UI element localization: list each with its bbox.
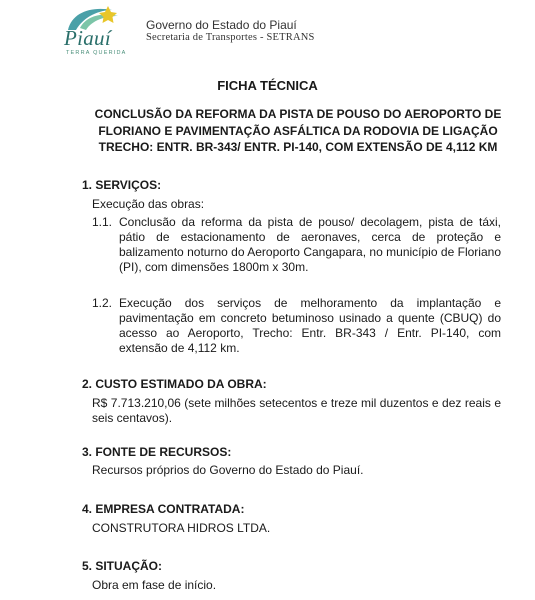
government-name: Governo do Estado do Piauí bbox=[146, 18, 297, 32]
item-number-1-1: 1.1. bbox=[92, 215, 113, 229]
situacao-text: Obra em fase de início. bbox=[92, 578, 217, 592]
subject-line-1: CONCLUSÃO DA REFORMA DA PISTA DE POUSO DO AEROPORTO DE bbox=[94, 107, 502, 121]
empresa-text: CONSTRUTORA HIDROS LTDA. bbox=[92, 521, 271, 535]
section-heading-fonte: 3. FONTE DE RECURSOS: bbox=[82, 445, 232, 459]
section-heading-situacao: 5. SITUAÇÃO: bbox=[82, 559, 163, 573]
logo-tagline: TERRA QUERIDA bbox=[66, 50, 127, 56]
subject-line-3: TRECHO: ENTR. BR-343/ ENTR. PI-140, COM EXTENSÃO DE 4,112 KM bbox=[98, 140, 498, 154]
fonte-text: Recursos próprios do Governo do Estado do Piauí. bbox=[92, 463, 364, 477]
secretariat-name: Secretaria de Transportes - SETRANS bbox=[146, 32, 315, 43]
subject-line-2: FLORIANO E PAVIMENTAÇÃO ASFÁLTICA DA RODOVIA DE LIGAÇÃO bbox=[98, 123, 498, 138]
state-logo bbox=[62, 4, 128, 58]
servicos-intro: Execução das obras: bbox=[92, 197, 205, 211]
section-heading-custo: 2. CUSTO ESTIMADO DA OBRA: bbox=[82, 377, 267, 391]
section-heading-servicos: 1. SERVIÇOS: bbox=[82, 178, 162, 192]
logo-wordmark: Piauí bbox=[64, 26, 111, 50]
item-text-1-2: Execução dos serviços de melhoramento da implantação e pavimentação em concreto betuminoso usinado a quente (CBUQ) do acesso ao Aeroporto, Trecho: Entr. BR-343 / Entr. PI-140, com extensão de 4,112 km. bbox=[119, 296, 501, 355]
custo-text: R$ 7.713.210,06 (sete milhões setecentos e treze mil duzentos e dez reais e seis centavos). bbox=[92, 396, 501, 425]
item-number-1-2: 1.2. bbox=[92, 296, 113, 310]
document-subject bbox=[78, 106, 518, 156]
section-heading-empresa: 4. EMPRESA CONTRATADA: bbox=[82, 502, 245, 516]
page-title: FICHA TÉCNICA bbox=[217, 78, 318, 93]
item-text-1-1: Conclusão da reforma da pista de pouso/ decolagem, pista de táxi, pátio de estacionamento de aeronaves, cerca de proteção e balizamento noturno do Aeroporto Cangapara, no município de Floriano (PI), com dimensões 1800m x 30m. bbox=[119, 215, 501, 274]
